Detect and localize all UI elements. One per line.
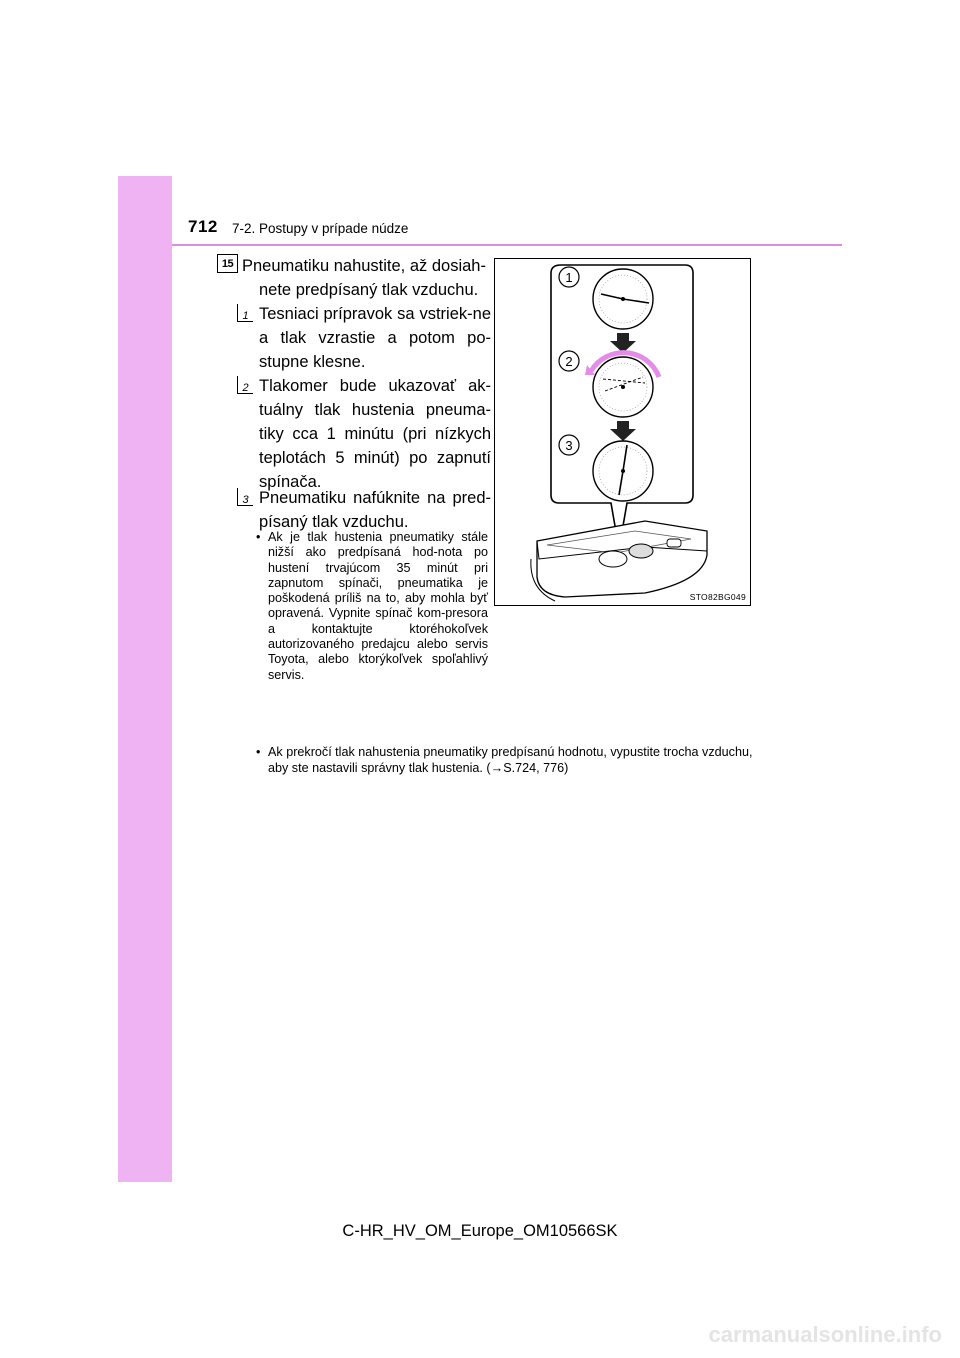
substep-text: Pneumatiku nafúknite na pred-písaný tlak vzduchu. [259, 489, 491, 531]
compressor-button-icon [667, 539, 681, 547]
substep-text: Tlakomer bude ukazovať ak-tuálny tlak hustenia pneuma-tiky cca 1 minútu (pri nízkych teplotách 5 minút) po zapnutí spínača. [259, 377, 491, 491]
note-list-wide [256, 744, 756, 776]
gauge-illustration [495, 259, 750, 605]
compressor-gauge-icon [629, 544, 653, 558]
substep-number: 1 [237, 304, 253, 322]
step-heading [242, 254, 492, 302]
compressor-gauge-figure [494, 258, 751, 606]
figure-code: STO82BG049 [689, 592, 746, 602]
power-switch-icon [599, 551, 627, 567]
pressure-gauge-1 [593, 269, 653, 329]
substep-number: 2 [237, 376, 253, 394]
step-number-badge: 15 [217, 254, 238, 273]
step-heading-line2: nete predpísaný tlak vzduchu. [259, 281, 479, 299]
watermark: carmanualsonline.info [708, 1322, 942, 1347]
label-3: 3 [565, 438, 573, 453]
label-2: 2 [565, 354, 573, 369]
note-item: • Ak prekročí tlak nahustenia pneumatiky predpísanú hodnotu, vypustite trocha vzduchu, aby ste nastavili správny tlak hustenia. (→S.724, 776) [256, 744, 756, 776]
pressure-gauge-3 [593, 441, 653, 501]
step-heading-line1: Pneumatiku nahustite, až dosiah- [242, 257, 486, 275]
page-number: 712 [188, 217, 218, 236]
document-footer: C-HR_HV_OM_Europe_OM10566SK [342, 1222, 618, 1240]
note-item: • Ak je tlak hustenia pneumatiky stále nižší ako predpísaná hod-nota po hustení trvajúcom 35 minút pri zapnutom spínači, pneumatika je poškodená príliš na to, aby mohla byť opravená. Vypnite spínač kom-presora a kontaktujte ktoréhokoľvek autorizovaného predajcu alebo servis Toyota, alebo ktorýkoľvek spoľahlivý servis. [256, 530, 488, 683]
substep-1 [237, 302, 491, 374]
substep-2 [237, 374, 491, 494]
substep-3 [237, 486, 491, 534]
substep-text: Tesniaci prípravok sa vstriek-ne a tlak vzrastie a potom po-stupne klesne. [259, 305, 491, 371]
chapter-sidebar-tab [118, 176, 172, 1182]
note-list [256, 530, 488, 683]
header-rule [172, 244, 842, 246]
substep-number: 3 [237, 488, 253, 506]
section-title: 7-2. Postupy v prípade núdze [232, 221, 409, 236]
label-1: 1 [565, 270, 573, 285]
